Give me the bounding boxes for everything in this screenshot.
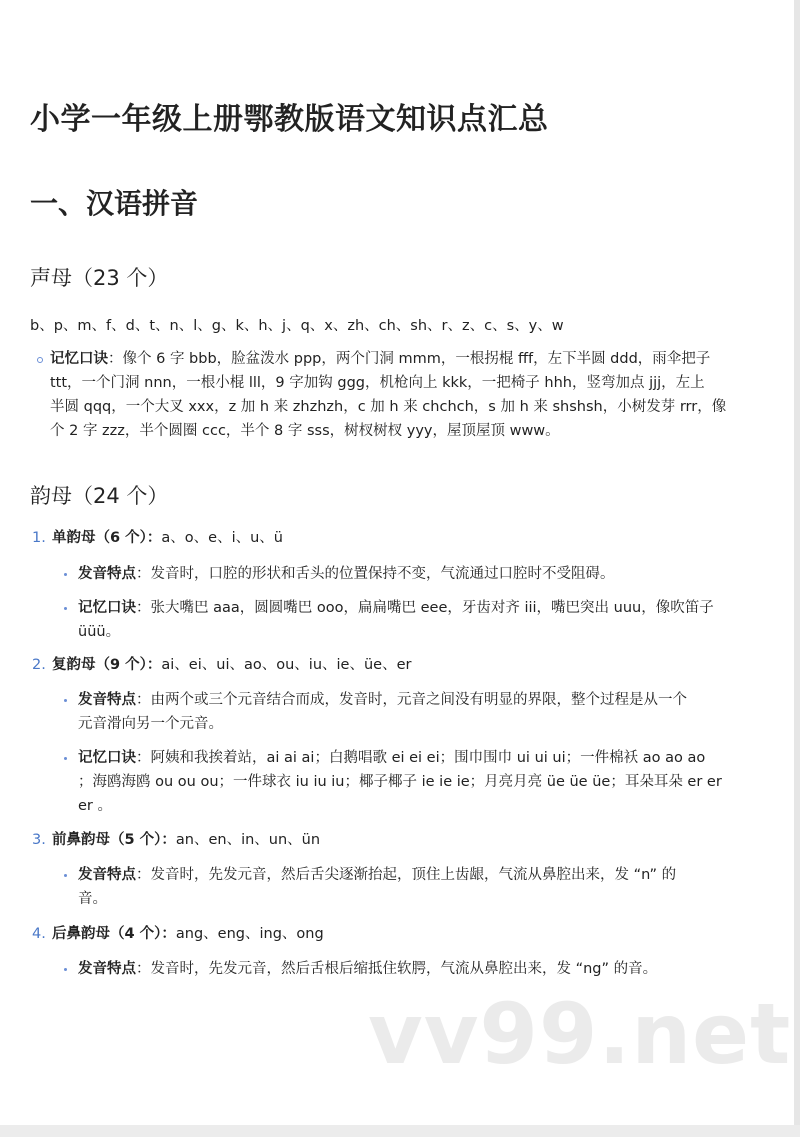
section-heading-pinyin: 一、汉语拼音 bbox=[30, 187, 199, 220]
item-label: 后鼻韵母（4 个）： bbox=[52, 926, 176, 942]
bullet-icon bbox=[64, 968, 67, 971]
note-label: 发音特点 bbox=[78, 692, 136, 708]
item-value: ai、ei、ui、ao、ou、iu、ie、üe、er bbox=[161, 657, 412, 673]
item-label: 复韵母（9 个）： bbox=[52, 657, 162, 673]
bottom-bar bbox=[0, 1125, 800, 1137]
mnemonic-text: 个 2 字 zzz，半个圆圈 ccc，半个 8 字 sss，树杈树杈 yyy，屋顶屋顶 www。 bbox=[50, 423, 560, 439]
note-text: 音。 bbox=[78, 891, 107, 907]
note-text: er 。 bbox=[78, 798, 112, 814]
list-item bbox=[32, 526, 283, 550]
list-number: 1. bbox=[32, 530, 46, 546]
item-value: ang、eng、ing、ong bbox=[175, 926, 324, 942]
pronunciation-note bbox=[78, 957, 657, 981]
list-item bbox=[32, 653, 412, 677]
note-label: 发音特点 bbox=[78, 867, 136, 883]
list-number: 3. bbox=[32, 832, 46, 848]
list-number: 2. bbox=[32, 657, 46, 673]
item-value: a、o、e、i、u、ü bbox=[161, 530, 283, 546]
mnemonic-note bbox=[78, 746, 722, 818]
pronunciation-note bbox=[78, 863, 676, 911]
scrollbar[interactable] bbox=[794, 0, 800, 1125]
item-label: 前鼻韵母（5 个）： bbox=[52, 832, 176, 848]
list-item bbox=[32, 922, 324, 946]
subheading-yunmu: 韵母（24 个） bbox=[30, 484, 169, 508]
note-text: ：发音时，先发元音，然后舌根后缩抵住软腭，气流从鼻腔出来，发 “ng” 的音。 bbox=[136, 961, 658, 977]
note-text: üüü。 bbox=[78, 624, 121, 640]
bullet-icon bbox=[64, 699, 67, 702]
bullet-icon bbox=[37, 357, 43, 363]
note-label: 发音特点 bbox=[78, 566, 136, 582]
shengmu-letters: b、p、m、f、d、t、n、l、g、k、h、j、q、x、zh、ch、sh、r、z、c、s、y、w bbox=[30, 318, 564, 334]
mnemonic-note bbox=[78, 596, 714, 644]
item-value: an、en、in、un、ün bbox=[175, 832, 321, 848]
note-text: ：发音时，先发元音，然后舌尖逐渐抬起，顶住上齿龈，气流从鼻腔出来，发 “n” 的 bbox=[136, 867, 677, 883]
list-item bbox=[32, 828, 321, 852]
list-number: 4. bbox=[32, 926, 46, 942]
pronunciation-note bbox=[78, 562, 615, 586]
subheading-shengmu: 声母（23 个） bbox=[30, 266, 169, 290]
note-text: ；海鸥海鸥 ou ou ou；一件球衣 iu iu iu；椰子椰子 ie ie ie；月亮月亮 üe üe üe；耳朵耳朵 er er bbox=[78, 774, 722, 790]
mnemonic-text: 半圆 qqq，一个大叉 xxx，z 加 h 来 zhzhzh，c 加 h 来 chchch，s 加 h 来 shshsh，小树发芽 rrr，像 bbox=[50, 399, 727, 415]
watermark: vv99.net bbox=[368, 985, 792, 1083]
note-text: ：由两个或三个元音结合而成，发音时，元音之间没有明显的界限，整个过程是从一个 bbox=[136, 692, 687, 708]
note-text: ：张大嘴巴 aaa，圆圆嘴巴 ooo，扁扁嘴巴 eee，牙齿对齐 iii，嘴巴突出 uuu，像吹笛子 bbox=[136, 600, 714, 616]
pronunciation-note bbox=[78, 688, 687, 736]
mnemonic-text: ：像个 6 字 bbb，脸盆泼水 ppp，两个门洞 mmm，一根拐棍 fff，左下半圆 ddd，雨伞把子 bbox=[108, 351, 711, 367]
note-label: 发音特点 bbox=[78, 961, 136, 977]
bullet-icon bbox=[64, 757, 67, 760]
bullet-icon bbox=[64, 607, 67, 610]
bullet-icon bbox=[64, 573, 67, 576]
shengmu-mnemonic bbox=[50, 347, 726, 443]
note-label: 记忆口诀 bbox=[78, 750, 136, 766]
note-text: ：阿姨和我挨着站，ai ai ai；白鹅唱歌 ei ei ei；围巾围巾 ui ui ui；一件棉袄 ao ao ao bbox=[136, 750, 706, 766]
note-text: ：发音时，口腔的形状和舌头的位置保持不变，气流通过口腔时不受阻碍。 bbox=[136, 566, 615, 582]
bullet-icon bbox=[64, 874, 67, 877]
mnemonic-text: ttt，一个门洞 nnn，一根小棍 lll，9 字加钩 ggg，机枪向上 kkk，一把椅子 hhh，竖弯加点 jjj，左上 bbox=[50, 375, 705, 391]
note-text: 元音滑向另一个元音。 bbox=[78, 716, 223, 732]
mnemonic-label: 记忆口诀 bbox=[50, 351, 108, 367]
page-title: 小学一年级上册鄂教版语文知识点汇总 bbox=[30, 102, 549, 137]
note-label: 记忆口诀 bbox=[78, 600, 136, 616]
item-label: 单韵母（6 个）： bbox=[52, 530, 162, 546]
